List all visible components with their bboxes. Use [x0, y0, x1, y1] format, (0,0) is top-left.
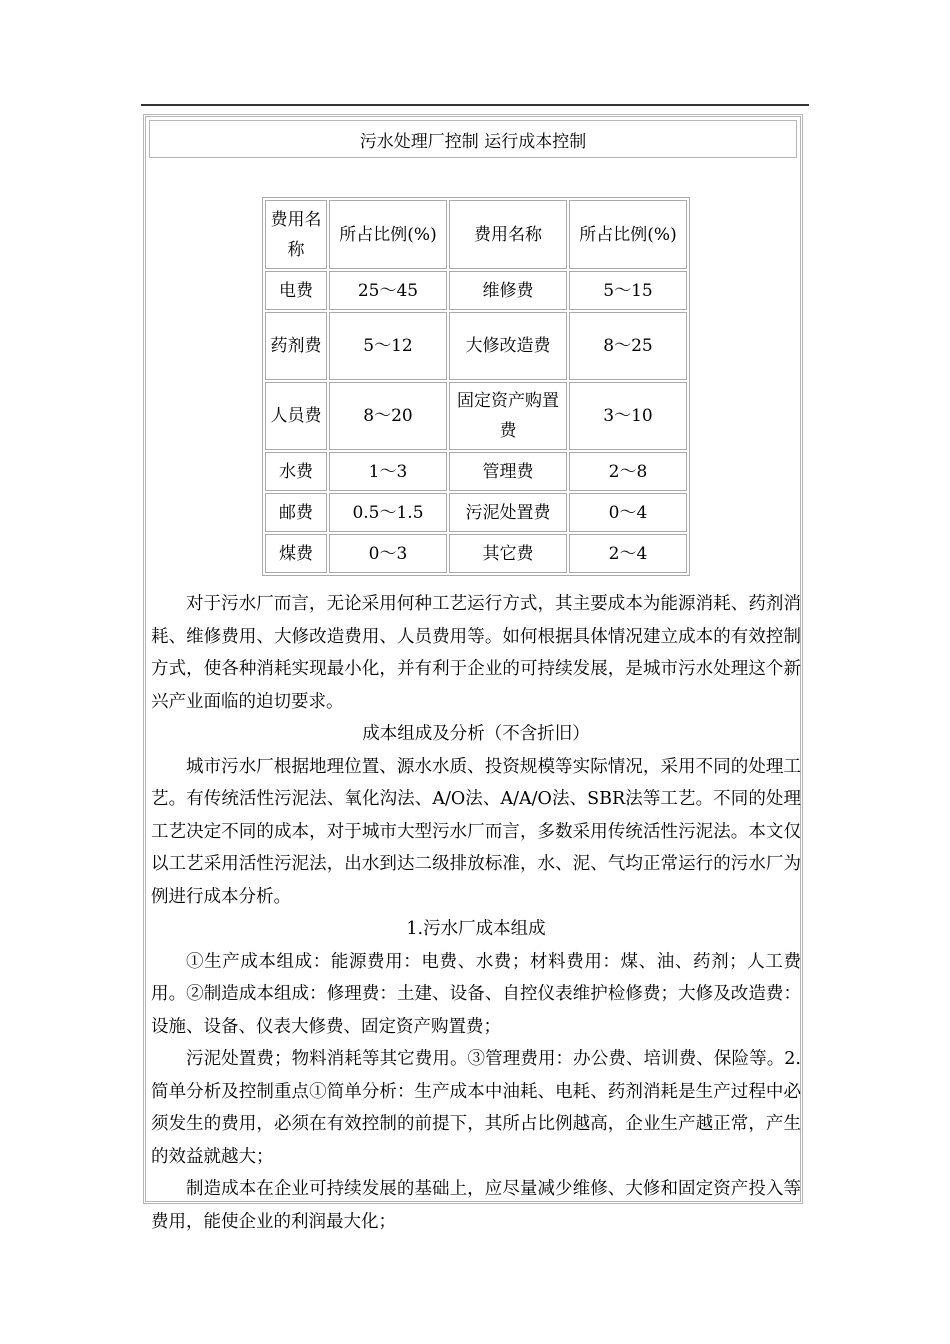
table-cell: 药剂费	[265, 312, 327, 380]
cost-ratio-table	[262, 197, 690, 576]
paragraph: 制造成本在企业可持续发展的基础上，应尽量减少维修、大修和固定资产投入等费用，能使企业的利润最大化；	[151, 1179, 801, 1232]
table-row	[265, 493, 687, 532]
table-cell: 5～12	[329, 312, 447, 380]
table-cell: 污泥处置费	[449, 493, 567, 532]
table-cell: 25～45	[329, 271, 447, 310]
table-cell: 8～20	[329, 382, 447, 450]
table-cell: 8～25	[569, 312, 687, 380]
table-cell: 维修费	[449, 271, 567, 310]
table-row	[265, 312, 687, 380]
table-row	[265, 382, 687, 450]
header-ratio: 所占比例(%)	[569, 200, 687, 269]
paragraph: 污泥处置费；物料消耗等其它费用。③管理费用：办公费、培训费、保险等。2.简单分析及控制重点①简单分析：生产成本中油耗、电耗、药剂消耗是生产过程中必须发生的费用，必须在有效控制的前提下，其所占比例越高，企业生产越正常，产生的效益就越大；	[151, 1049, 801, 1167]
table-cell: 电费	[265, 271, 327, 310]
document-frame	[143, 114, 803, 1232]
table-cell: 1～3	[329, 452, 447, 491]
body-text	[151, 588, 801, 1238]
header-cost-name: 费用名称	[265, 200, 327, 269]
table-cell: 其它费	[449, 534, 567, 573]
table-cell: 邮费	[265, 493, 327, 532]
section-heading: 成本组成及分析（不含折旧）	[362, 724, 590, 744]
table-cell: 5～15	[569, 271, 687, 310]
paragraph: 城市污水厂根据地理位置、源水水质、投资规模等实际情况，采用不同的处理工艺。有传统活性污泥法、氧化沟法、A/O法、A/A/O法、SBR法等工艺。不同的处理工艺决定不同的成本，对于城市大型污水厂而言，多数采用传统活性污泥法。本文仅以工艺采用活性污泥法，出水到达二级排放标准，水、泥、气均正常运行的污水厂为例进行成本分析。	[151, 756, 801, 907]
top-rule	[141, 104, 809, 106]
table-row	[265, 271, 687, 310]
table-cell: 大修改造费	[449, 312, 567, 380]
table-cell: 管理费	[449, 452, 567, 491]
table-cell: 固定资产购置费	[449, 382, 567, 450]
table-cell: 水费	[265, 452, 327, 491]
table-cell: 人员费	[265, 382, 327, 450]
paragraph: ①生产成本组成：能源费用：电费、水费；材料费用：煤、油、药剂；人工费用。②制造成本组成：修理费：土建、设备、自控仪表维护检修费；大修及改造费：设施、设备、仪表大修费、固定资产购置费；	[151, 951, 801, 1037]
table-cell: 2～8	[569, 452, 687, 491]
table-cell: 0～3	[329, 534, 447, 573]
table-row	[265, 452, 687, 491]
table-cell: 3～10	[569, 382, 687, 450]
table-cell: 煤费	[265, 534, 327, 573]
section-heading: 1.污水厂成本组成	[406, 919, 546, 939]
table-cell: 0.5～1.5	[329, 493, 447, 532]
table-row	[265, 534, 687, 573]
header-ratio: 所占比例(%)	[329, 200, 447, 269]
paragraph: 对于污水厂而言，无论采用何种工艺运行方式，其主要成本为能源消耗、药剂消耗、维修费用、大修改造费用、人员费用等。如何根据具体情况建立成本的有效控制方式，使各种消耗实现最小化，并有利于企业的可持续发展，是城市污水处理这个新兴产业面临的迫切要求。	[151, 594, 801, 712]
header-cost-name: 费用名称	[449, 200, 567, 269]
table-cell: 2～4	[569, 534, 687, 573]
table-header-row	[265, 200, 687, 269]
document-title: 污水处理厂控制 运行成本控制	[149, 120, 797, 158]
table-cell: 0～4	[569, 493, 687, 532]
